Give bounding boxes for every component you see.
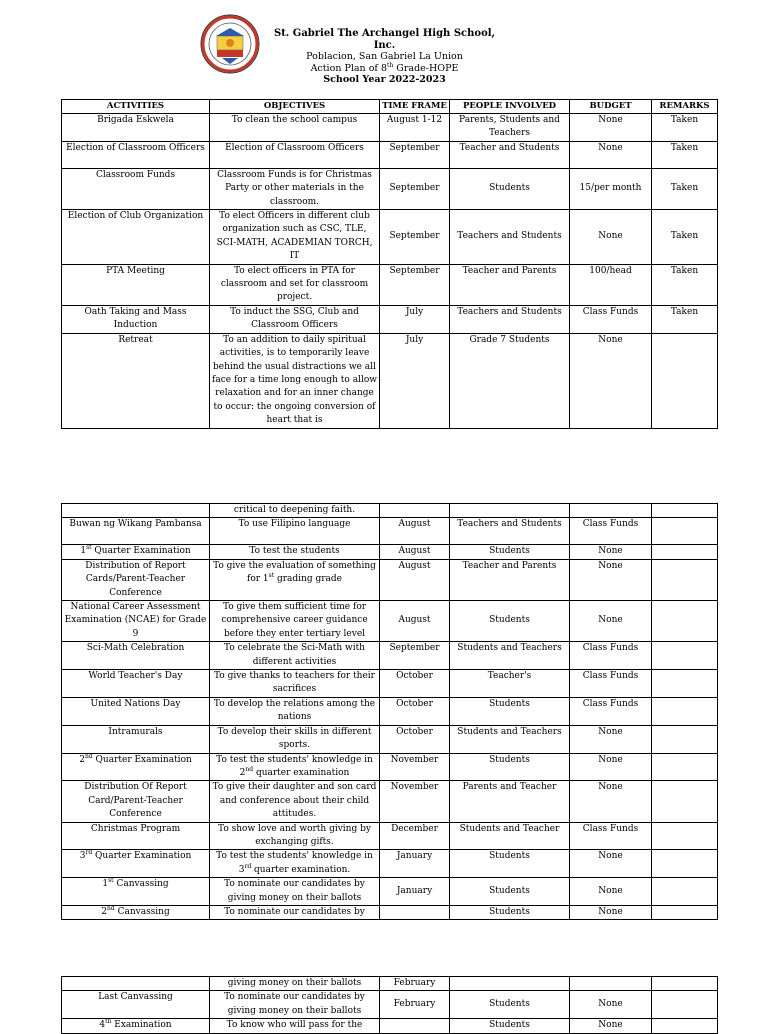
col-budget: BUDGET: [570, 100, 652, 114]
time-frame-cell: January: [380, 878, 450, 906]
time-frame-cell: February: [380, 991, 450, 1019]
school-name: St. Gabriel The Archangel High School, Inc.: [273, 28, 496, 51]
activity-cell: Buwan ng Wikang Pambansa: [62, 518, 210, 545]
time-frame-cell: November: [380, 781, 450, 822]
objective-cell: To nominate our candidates by: [210, 905, 380, 919]
people-cell: Students: [450, 545, 570, 559]
remarks-cell: [652, 559, 718, 600]
activity-cell: 3rd Quarter Examination: [62, 850, 210, 878]
activity-cell: Intramurals: [62, 725, 210, 753]
table-row: [62, 905, 718, 919]
time-frame-cell: February: [380, 977, 450, 991]
objective-cell: To test the students' knowledge in 2nd quarter examination: [210, 753, 380, 781]
time-frame-cell: September: [380, 264, 450, 305]
people-cell: Teacher's: [450, 670, 570, 698]
remarks-cell: [652, 601, 718, 642]
remarks-cell: Taken: [652, 305, 718, 333]
budget-cell: Class Funds: [570, 642, 652, 670]
remarks-cell: Taken: [652, 210, 718, 265]
time-frame-cell: [380, 1019, 450, 1033]
action-plan-table-page-1: [61, 99, 718, 429]
remarks-cell: [652, 697, 718, 725]
activity-cell: Sci-Math Celebration: [62, 642, 210, 670]
budget-cell: None: [570, 781, 652, 822]
time-frame-cell: December: [380, 822, 450, 850]
budget-cell: None: [570, 333, 652, 428]
budget-cell: None: [570, 210, 652, 265]
budget-cell: None: [570, 545, 652, 559]
budget-cell: Class Funds: [570, 305, 652, 333]
time-frame-cell: November: [380, 753, 450, 781]
action-plan-table-page-3: [61, 976, 718, 1034]
table-row: [62, 753, 718, 781]
people-cell: Students and Teachers: [450, 725, 570, 753]
objective-cell: To elect Officers in different club organization such as CSC, TLE, SCI-MATH, ACADEMIAN TORCH, IT: [210, 210, 380, 265]
objective-cell: giving money on their ballots: [210, 977, 380, 991]
budget-cell: 15/per month: [570, 168, 652, 209]
people-cell: Students: [450, 601, 570, 642]
remarks-cell: [652, 977, 718, 991]
time-frame-cell: August: [380, 545, 450, 559]
people-cell: Grade 7 Students: [450, 333, 570, 428]
time-frame-cell: July: [380, 333, 450, 428]
remarks-cell: [652, 642, 718, 670]
objective-cell: To test the students' knowledge in 3rd quarter examination.: [210, 850, 380, 878]
table-row: [62, 264, 718, 305]
table-row: [62, 781, 718, 822]
objective-cell: To give thanks to teachers for their sacrifices: [210, 670, 380, 698]
remarks-cell: Taken: [652, 141, 718, 168]
budget-cell: [570, 977, 652, 991]
activity-cell: 1st Quarter Examination: [62, 545, 210, 559]
table-row: [62, 878, 718, 906]
time-frame-cell: October: [380, 725, 450, 753]
table-row: [62, 559, 718, 600]
budget-cell: None: [570, 850, 652, 878]
table-row: [62, 850, 718, 878]
people-cell: Students: [450, 168, 570, 209]
remarks-cell: [652, 504, 718, 518]
budget-cell: None: [570, 559, 652, 600]
table-row: [62, 518, 718, 545]
budget-cell: Class Funds: [570, 518, 652, 545]
time-frame-cell: September: [380, 141, 450, 168]
people-cell: Students: [450, 991, 570, 1019]
objective-cell: To show love and worth giving by exchanging gifts.: [210, 822, 380, 850]
table-body: [62, 504, 718, 920]
objective-cell: To give them sufficient time for comprehensive career guidance before they enter tertiary level: [210, 601, 380, 642]
table-row: [62, 822, 718, 850]
people-cell: Students: [450, 753, 570, 781]
table-row: [62, 977, 718, 991]
table-row: [62, 114, 718, 142]
table-body: [62, 114, 718, 429]
budget-cell: None: [570, 991, 652, 1019]
people-cell: Students and Teacher: [450, 822, 570, 850]
table-body: [62, 977, 718, 1034]
table-row: [62, 1019, 718, 1033]
activity-cell: Christmas Program: [62, 822, 210, 850]
people-cell: Students: [450, 878, 570, 906]
budget-cell: None: [570, 753, 652, 781]
budget-cell: None: [570, 141, 652, 168]
objective-cell: To nominate our candidates by giving money on their ballots: [210, 878, 380, 906]
time-frame-cell: January: [380, 850, 450, 878]
budget-cell: None: [570, 878, 652, 906]
objective-cell: To give the evaluation of something for 1st grading grade: [210, 559, 380, 600]
table-row: [62, 504, 718, 518]
objective-cell: To use Filipino language: [210, 518, 380, 545]
table-row: [62, 545, 718, 559]
objective-cell: To clean the school campus: [210, 114, 380, 142]
table-row: [62, 210, 718, 265]
activity-cell: [62, 977, 210, 991]
activity-cell: World Teacher's Day: [62, 670, 210, 698]
budget-cell: 100/head: [570, 264, 652, 305]
remarks-cell: Taken: [652, 264, 718, 305]
time-frame-cell: [380, 905, 450, 919]
remarks-cell: [652, 822, 718, 850]
time-frame-cell: October: [380, 697, 450, 725]
budget-cell: None: [570, 114, 652, 142]
remarks-cell: [652, 850, 718, 878]
remarks-cell: [652, 725, 718, 753]
people-cell: [450, 977, 570, 991]
people-cell: Students: [450, 850, 570, 878]
objective-cell: critical to deepening faith.: [210, 504, 380, 518]
objective-cell: To an addition to daily spiritual activities, is to temporarily leave behind the usual distractions we all face for a time long enough to allow relaxation and for an inner change to occur: the ongoing conversion of heart that is: [210, 333, 380, 428]
activity-cell: 4th Examination: [62, 1019, 210, 1033]
time-frame-cell: August: [380, 601, 450, 642]
table-row: [62, 601, 718, 642]
time-frame-cell: September: [380, 210, 450, 265]
people-cell: Students: [450, 905, 570, 919]
remarks-cell: [652, 518, 718, 545]
objective-cell: To induct the SSG, Club and Classroom Officers: [210, 305, 380, 333]
remarks-cell: [652, 878, 718, 906]
remarks-cell: [652, 545, 718, 559]
remarks-cell: Taken: [652, 114, 718, 142]
objective-cell: To develop their skills in different sports.: [210, 725, 380, 753]
activity-cell: 2nd Canvassing: [62, 905, 210, 919]
budget-cell: [570, 504, 652, 518]
budget-cell: Class Funds: [570, 697, 652, 725]
activity-cell: Election of Classroom Officers: [62, 141, 210, 168]
people-cell: Teacher and Students: [450, 141, 570, 168]
col-time-frame: TIME FRAME: [380, 100, 450, 114]
activity-cell: Distribution Of Report Card/Parent-Teacher Conference: [62, 781, 210, 822]
people-cell: Teachers and Students: [450, 210, 570, 265]
time-frame-cell: August 1-12: [380, 114, 450, 142]
objective-cell: To elect officers in PTA for classroom and set for classroom project.: [210, 264, 380, 305]
activity-cell: Distribution of Report Cards/Parent-Teacher Conference: [62, 559, 210, 600]
objective-cell: Classroom Funds is for Christmas Party or other materials in the classroom.: [210, 168, 380, 209]
school-address: Poblacion, San Gabriel La Union: [306, 51, 463, 62]
remarks-cell: Taken: [652, 168, 718, 209]
school-year: School Year 2022-2023: [323, 74, 446, 85]
table-row: [62, 642, 718, 670]
people-cell: Teachers and Students: [450, 518, 570, 545]
activity-cell: National Career Assessment Examination (NCAE) for Grade 9: [62, 601, 210, 642]
objective-cell: To develop the relations among the nations: [210, 697, 380, 725]
activity-cell: [62, 504, 210, 518]
people-cell: Teachers and Students: [450, 305, 570, 333]
budget-cell: None: [570, 601, 652, 642]
people-cell: [450, 504, 570, 518]
activity-cell: Brigada Eskwela: [62, 114, 210, 142]
remarks-cell: [652, 753, 718, 781]
activity-cell: 2nd Quarter Examination: [62, 753, 210, 781]
table-row: [62, 697, 718, 725]
table-row: [62, 725, 718, 753]
budget-cell: Class Funds: [570, 822, 652, 850]
people-cell: Students: [450, 697, 570, 725]
budget-cell: None: [570, 725, 652, 753]
activity-cell: Retreat: [62, 333, 210, 428]
time-frame-cell: September: [380, 642, 450, 670]
table-row: [62, 168, 718, 209]
people-cell: Teacher and Parents: [450, 559, 570, 600]
school-seal-logo: [200, 14, 260, 74]
objective-cell: To give their daughter and son card and conference about their child attitudes.: [210, 781, 380, 822]
objective-cell: To nominate our candidates by giving money on their ballots: [210, 991, 380, 1019]
remarks-cell: [652, 781, 718, 822]
activity-cell: PTA Meeting: [62, 264, 210, 305]
col-people-involved: PEOPLE INVOLVED: [450, 100, 570, 114]
time-frame-cell: [380, 504, 450, 518]
time-frame-cell: October: [380, 670, 450, 698]
people-cell: Students: [450, 1019, 570, 1033]
plan-title: Action Plan of 8th Grade-HOPE: [310, 61, 459, 74]
people-cell: Parents and Teacher: [450, 781, 570, 822]
budget-cell: None: [570, 905, 652, 919]
activity-cell: United Nations Day: [62, 697, 210, 725]
objective-cell: Election of Classroom Officers: [210, 141, 380, 168]
table-row: [62, 333, 718, 428]
document-header: [262, 28, 507, 86]
time-frame-cell: August: [380, 559, 450, 600]
objective-cell: To celebrate the Sci-Math with different activities: [210, 642, 380, 670]
budget-cell: Class Funds: [570, 670, 652, 698]
remarks-cell: [652, 670, 718, 698]
activity-cell: Last Canvassing: [62, 991, 210, 1019]
table-row: [62, 991, 718, 1019]
table-row: [62, 670, 718, 698]
time-frame-cell: September: [380, 168, 450, 209]
activity-cell: 1st Canvassing: [62, 878, 210, 906]
people-cell: Parents, Students and Teachers: [450, 114, 570, 142]
activity-cell: Classroom Funds: [62, 168, 210, 209]
col-objectives: OBJECTIVES: [210, 100, 380, 114]
budget-cell: None: [570, 1019, 652, 1033]
remarks-cell: [652, 905, 718, 919]
activity-cell: Election of Club Organization: [62, 210, 210, 265]
table-row: [62, 141, 718, 168]
col-activities: ACTIVITIES: [62, 100, 210, 114]
header-row: [62, 100, 718, 114]
remarks-cell: [652, 1019, 718, 1033]
objective-cell: To know who will pass for the: [210, 1019, 380, 1033]
action-plan-table-page-2: [61, 503, 718, 920]
col-remarks: REMARKS: [652, 100, 718, 114]
table-row: [62, 305, 718, 333]
people-cell: Teacher and Parents: [450, 264, 570, 305]
remarks-cell: [652, 991, 718, 1019]
activity-cell: Oath Taking and Mass Induction: [62, 305, 210, 333]
time-frame-cell: August: [380, 518, 450, 545]
people-cell: Students and Teachers: [450, 642, 570, 670]
time-frame-cell: July: [380, 305, 450, 333]
objective-cell: To test the students: [210, 545, 380, 559]
remarks-cell: [652, 333, 718, 428]
